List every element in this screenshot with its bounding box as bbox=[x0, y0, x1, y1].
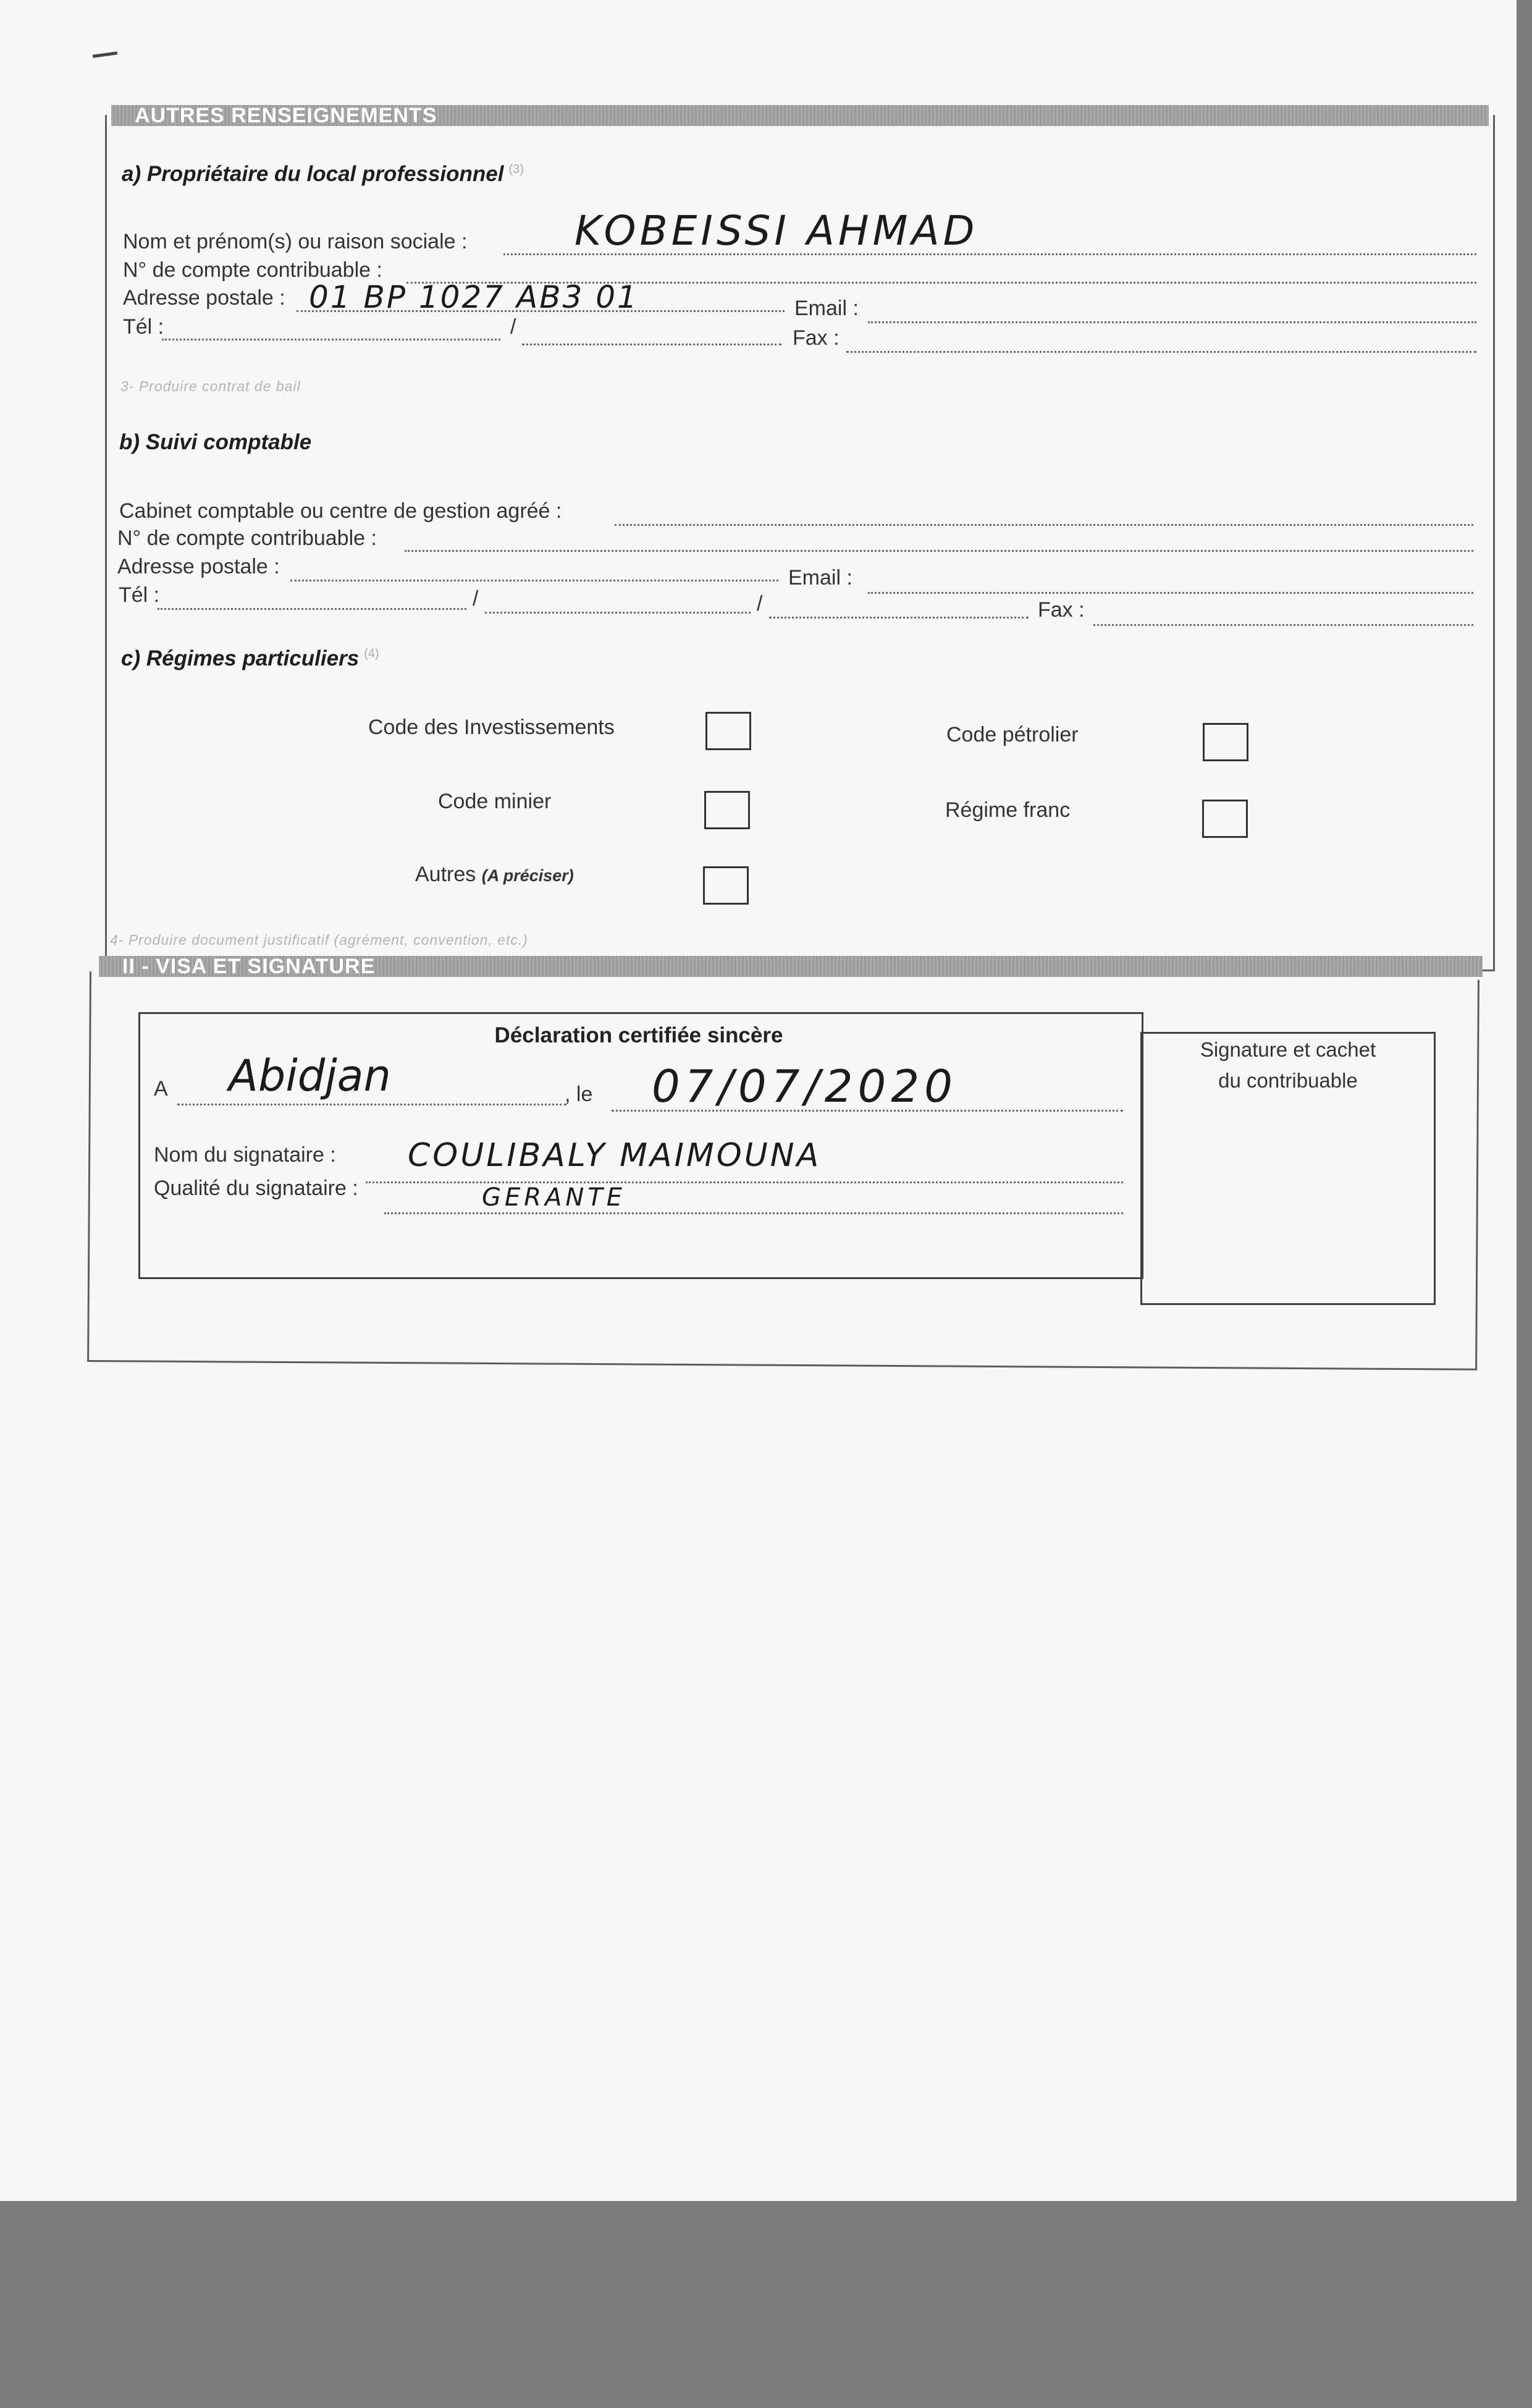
label-lieu: A bbox=[154, 1077, 168, 1100]
scan-mark bbox=[93, 51, 117, 58]
field-cabinet-comptable[interactable] bbox=[615, 524, 1473, 526]
label-email-comptable: Email : bbox=[788, 566, 852, 589]
label-tel-proprietaire: Tél : bbox=[123, 315, 164, 339]
label-compte-proprietaire: N° de compte contribuable : bbox=[123, 258, 382, 282]
checkbox-code-petrolier[interactable] bbox=[1203, 723, 1248, 761]
label-date: , le bbox=[565, 1083, 593, 1106]
label-fax-comptable: Fax : bbox=[1038, 598, 1085, 622]
label-code-petrolier: Code pétrolier bbox=[946, 723, 1079, 746]
heading-regimes-particuliers: c) Régimes particuliers $^{(4)}$ bbox=[121, 646, 379, 670]
field-compte-comptable[interactable] bbox=[405, 550, 1473, 552]
declaration-title: Déclaration certifiée sincère bbox=[494, 1023, 783, 1047]
ref-4: (4) bbox=[364, 647, 379, 661]
value-lieu: Abidjan bbox=[229, 1050, 391, 1101]
field-email-proprietaire[interactable] bbox=[868, 321, 1476, 323]
checkbox-regime-franc[interactable] bbox=[1202, 800, 1248, 838]
label-autres-preciser: (A préciser) bbox=[481, 866, 574, 885]
signature-label-line2: du contribuable bbox=[1218, 1069, 1358, 1092]
label-cabinet-comptable: Cabinet comptable ou centre de gestion agréé : bbox=[119, 499, 562, 523]
note-document-justificatif: 4- Produire document justificatif (agrément, convention, etc.) bbox=[110, 932, 528, 948]
slash-tel-proprietaire: / bbox=[510, 315, 516, 339]
label-compte-comptable: N° de compte contribuable : bbox=[117, 526, 377, 550]
field-fax-proprietaire[interactable] bbox=[846, 351, 1476, 353]
slash-tel-comptable-1: / bbox=[473, 587, 479, 610]
value-nom-signataire: COULIBALY MAIMOUNA bbox=[408, 1137, 822, 1174]
checkbox-code-investissements[interactable] bbox=[705, 712, 751, 750]
section-title-autres: AUTRES RENSEIGNEMENTS bbox=[135, 105, 437, 126]
label-email-proprietaire: Email : bbox=[794, 297, 859, 320]
label-code-minier: Code minier bbox=[438, 790, 552, 813]
heading-suivi-comptable: b) Suivi comptable bbox=[119, 430, 312, 454]
label-adresse-proprietaire: Adresse postale : bbox=[123, 286, 285, 310]
value-date: 07/07/2020 bbox=[652, 1060, 958, 1112]
label-nom-signataire: Nom du signataire : bbox=[154, 1143, 336, 1167]
label-code-investissements: Code des Investissements bbox=[368, 716, 615, 739]
label-qualite-signataire: Qualité du signataire : bbox=[154, 1177, 358, 1200]
note-contrat-bail: 3- Produire contrat de bail bbox=[120, 378, 301, 394]
signature-label bbox=[1140, 1034, 1436, 1096]
field-qualite-signataire[interactable] bbox=[384, 1212, 1123, 1214]
checkbox-code-minier[interactable] bbox=[704, 791, 750, 829]
field-fax-comptable[interactable] bbox=[1093, 624, 1473, 626]
field-email-comptable[interactable] bbox=[868, 592, 1473, 594]
value-nom-proprietaire: KOBEISSI AHMAD bbox=[574, 207, 979, 255]
label-adresse-comptable: Adresse postale : bbox=[117, 555, 280, 578]
checkbox-autres[interactable] bbox=[703, 866, 749, 905]
heading-proprietaire: a) Propriétaire du local professionnel $^{(3)}$ bbox=[122, 162, 524, 186]
label-regime-franc: Régime franc bbox=[945, 798, 1071, 822]
field-nom-signataire[interactable] bbox=[366, 1181, 1123, 1183]
ref-3: (3) bbox=[508, 163, 524, 177]
field-tel-proprietaire-2[interactable] bbox=[522, 344, 781, 345]
field-tel-proprietaire-1[interactable] bbox=[162, 339, 500, 340]
field-tel-comptable-2[interactable] bbox=[485, 612, 751, 614]
field-lieu[interactable] bbox=[177, 1104, 566, 1105]
signature-label-line1: Signature et cachet bbox=[1200, 1038, 1376, 1061]
field-adresse-comptable[interactable] bbox=[290, 580, 778, 581]
field-tel-comptable-3[interactable] bbox=[769, 617, 1029, 619]
label-tel-comptable: Tél : bbox=[119, 583, 160, 607]
label-nom-proprietaire: Nom et prénom(s) ou raison sociale : bbox=[123, 230, 468, 253]
label-autres: Autres (A préciser) bbox=[415, 863, 574, 886]
slash-tel-comptable-2: / bbox=[757, 592, 763, 615]
value-qualite-signataire: GERANTE bbox=[482, 1183, 626, 1212]
field-tel-comptable-1[interactable] bbox=[158, 608, 466, 610]
label-fax-proprietaire: Fax : bbox=[793, 326, 840, 350]
section-title-visa: II - VISA ET SIGNATURE bbox=[122, 956, 376, 977]
value-adresse-proprietaire: 01 BP 1027 AB3 01 bbox=[309, 279, 639, 315]
